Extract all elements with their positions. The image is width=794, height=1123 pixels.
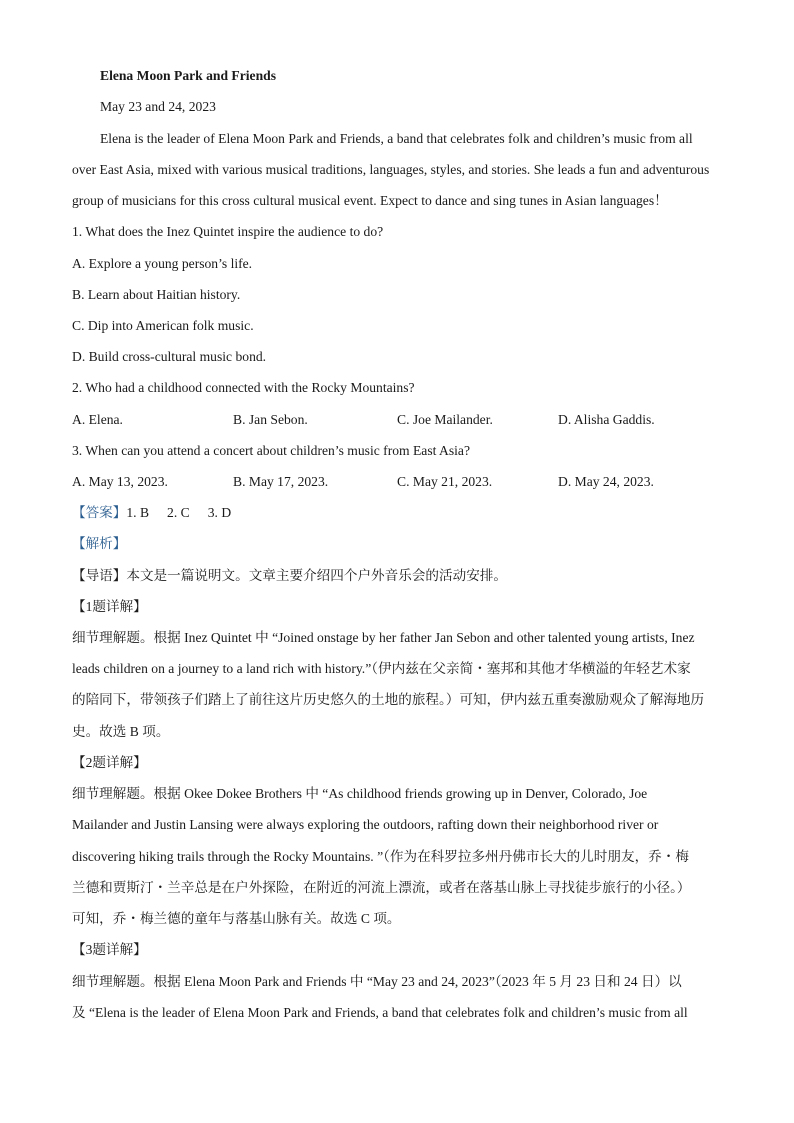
question-3-stem: 3. When can you attend a concert about children’s music from East Asia? [72, 443, 470, 458]
question-3-option-d: D. May 24, 2023. [558, 474, 654, 489]
answer-item: 2. C [167, 505, 190, 520]
question-2-option-a: A. Elena. [72, 412, 123, 427]
detail-1-line: leads children on a journey to a land rich with history.”（伊内兹在父亲简・塞邦和其他才华横溢的年轻艺术家 [72, 661, 691, 676]
detail-1-line: 的陪同下，带领孩子们踏上了前往这片历史悠久的土地的旅程。）可知，伊内兹五重奏激励观众了解海地历 [72, 692, 705, 707]
answer-item: 3. D [207, 505, 232, 520]
detail-2-line: 兰德和贾斯汀・兰辛总是在户外探险，在附近的河流上漂流，或者在落基山脉上寻找徒步旅行的小径。） [72, 880, 691, 895]
passage-date: May 23 and 24, 2023 [100, 99, 216, 114]
question-2-option-d: D. Alisha Gaddis. [558, 412, 655, 427]
question-1-option-b: B. Learn about Haitian history. [72, 287, 241, 302]
question-1-option-c: C. Dip into American folk music. [72, 318, 254, 333]
analysis-label: 【解析】 [72, 536, 127, 551]
detail-2-line: 可知，乔・梅兰德的童年与落基山脉有关。故选 C 项。 [72, 911, 401, 926]
passage-title: Elena Moon Park and Friends [100, 68, 276, 83]
question-3-option-b: B. May 17, 2023. [233, 474, 329, 489]
detail-3-header: 【3题详解】 [72, 942, 147, 957]
detail-1-line: 细节理解题。根据 Inez Quintet 中 “Joined onstage by her father Jan Sebon and other talented young artists, Inez [72, 630, 695, 645]
question-1-option-d: D. Build cross-cultural music bond. [72, 349, 267, 364]
question-2-option-c: C. Joe Mailander. [397, 412, 493, 427]
analysis-guide: 【导语】本文是一篇说明文。文章主要介绍四个户外音乐会的活动安排。 [72, 568, 507, 583]
detail-2-line: 细节理解题。根据 Okee Dokee Brothers 中 “As childhood friends growing up in Denver, Colorado, Joe [72, 786, 648, 801]
question-2-stem: 2. Who had a childhood connected with the Rocky Mountains? [72, 380, 415, 395]
passage-body-line: Elena is the leader of Elena Moon Park and Friends, a band that celebrates folk and children’s music from all [100, 131, 693, 146]
detail-2-header: 【2题详解】 [72, 755, 147, 770]
question-1-option-a: A. Explore a young person’s life. [72, 256, 253, 271]
answer-label: 【答案】 [72, 505, 127, 520]
question-1-stem: 1. What does the Inez Quintet inspire the audience to do? [72, 224, 384, 239]
question-3-option-c: C. May 21, 2023. [397, 474, 493, 489]
answer-line [72, 504, 722, 522]
detail-1-line: 史。故选 B 项。 [72, 724, 170, 739]
answer-item: 1. B [126, 505, 150, 520]
question-2-option-b: B. Jan Sebon. [233, 412, 308, 427]
passage-body-line: over East Asia, mixed with various musical traditions, languages, styles, and stories. She leads a fun and adventurous [72, 162, 710, 177]
detail-3-line: 细节理解题。根据 Elena Moon Park and Friends 中 “May 23 and 24, 2023”（2023 年 5 月 23 日和 24 日）以 [72, 974, 682, 989]
detail-2-line: discovering hiking trails through the Rocky Mountains. ”（作为在科罗拉多州丹佛市长大的儿时朋友，乔・梅 [72, 849, 689, 864]
question-3-option-a: A. May 13, 2023. [72, 474, 168, 489]
detail-2-line: Mailander and Justin Lansing were always exploring the outdoors, rafting down their neighborhood river or [72, 817, 659, 832]
detail-3-line: 及 “Elena is the leader of Elena Moon Park and Friends, a band that celebrates folk and children’s music from all [72, 1005, 688, 1020]
passage-body-line: group of musicians for this cross cultural musical event. Expect to dance and sing tunes in Asian languages！ [72, 193, 668, 208]
detail-1-header: 【1题详解】 [72, 599, 147, 614]
